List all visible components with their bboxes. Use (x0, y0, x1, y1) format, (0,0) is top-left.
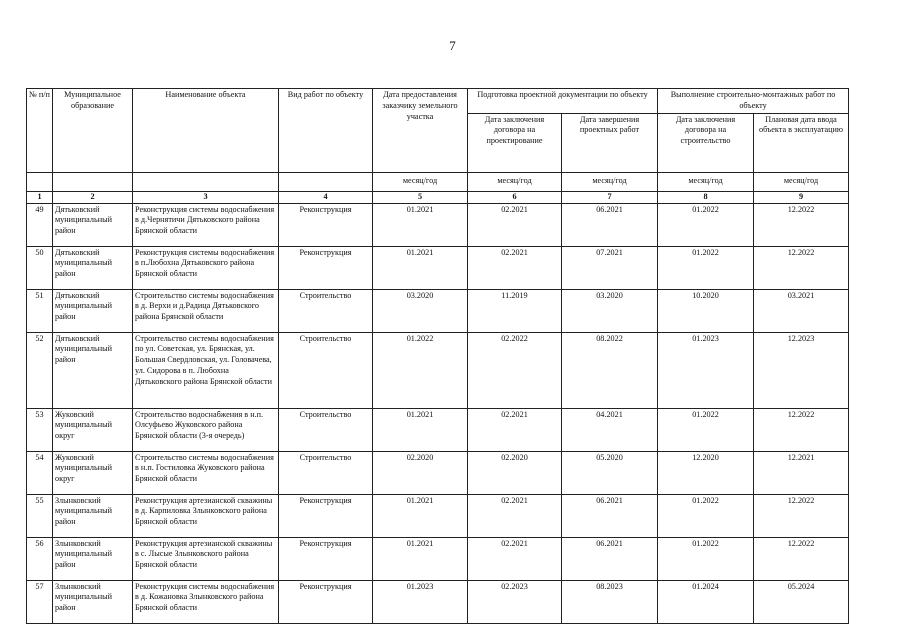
municipality-cell: Дятьковский муниципальный район (53, 289, 133, 332)
commission-date-cell: 12.2022 (754, 246, 849, 289)
table-row (27, 580, 849, 623)
units-row (27, 172, 849, 191)
header-design-end: Дата завершения проектных работ (562, 113, 658, 172)
work-type-cell: Реконструкция (279, 203, 373, 246)
design-end-date-cell: 05.2020 (562, 451, 658, 494)
design-contract-date-cell: 11.2019 (468, 289, 562, 332)
object-name-cell: Строительство системы водоснабжения в д. Верхи и д.Радица Дятьковского района Брянской области (133, 289, 279, 332)
design-end-date-cell: 06.2021 (562, 203, 658, 246)
design-end-date-cell: 06.2021 (562, 537, 658, 580)
commission-date-cell: 12.2022 (754, 537, 849, 580)
work-type-cell: Строительство (279, 408, 373, 451)
land-date-cell: 03.2020 (373, 289, 468, 332)
build-contract-date-cell: 10.2020 (658, 289, 754, 332)
column-numbers-row (27, 191, 849, 203)
commission-date-cell: 03.2021 (754, 289, 849, 332)
header-commission-date: Плановая дата ввода объекта в эксплуатацию (754, 113, 849, 172)
work-type-cell: Строительство (279, 451, 373, 494)
column-number: 6 (468, 191, 562, 203)
row-number: 51 (27, 289, 53, 332)
header-design-group: Подготовка проектной документации по объекту (468, 89, 658, 114)
design-contract-date-cell: 02.2023 (468, 580, 562, 623)
row-number: 50 (27, 246, 53, 289)
build-contract-date-cell: 01.2022 (658, 537, 754, 580)
work-type-cell: Реконструкция (279, 580, 373, 623)
row-number: 55 (27, 494, 53, 537)
table-row (27, 408, 849, 451)
object-name-cell: Реконструкция артезианской скважины в с. Лысые Злынковского района Брянской области (133, 537, 279, 580)
build-contract-date-cell: 01.2022 (658, 246, 754, 289)
commission-date-cell: 12.2022 (754, 203, 849, 246)
municipality-cell: Дятьковский муниципальный район (53, 203, 133, 246)
work-type-cell: Строительство (279, 332, 373, 408)
design-contract-date-cell: 02.2021 (468, 537, 562, 580)
column-number: 8 (658, 191, 754, 203)
column-number: 7 (562, 191, 658, 203)
municipality-cell: Злынковский муниципальный район (53, 580, 133, 623)
object-name-cell: Строительство водоснабжения в н.п. Олсуфьево Жуковского района Брянской области (3-я очередь) (133, 408, 279, 451)
header-construction-group: Выполнение строительно-монтажных работ по объекту (658, 89, 849, 114)
land-date-cell: 01.2021 (373, 203, 468, 246)
design-end-date-cell: 08.2023 (562, 580, 658, 623)
design-end-date-cell: 03.2020 (562, 289, 658, 332)
work-type-cell: Строительство (279, 289, 373, 332)
work-type-cell: Реконструкция (279, 246, 373, 289)
object-name-cell: Строительство системы водоснабжения по ул. Советская, ул. Брянская, ул. Большая Свердловская, ул. Головачева, ул. Сидорова в п. Любохна Дятьковского района Брянской области (133, 332, 279, 408)
design-contract-date-cell: 02.2022 (468, 332, 562, 408)
header-work-type: Вид работ по объекту (279, 89, 373, 173)
header-num: № п/п (27, 89, 53, 173)
table-row (27, 537, 849, 580)
units-cell (133, 172, 279, 191)
commission-date-cell: 12.2021 (754, 451, 849, 494)
object-name-cell: Реконструкция системы водоснабжения в д. Кожановка Злынковского района Брянской области (133, 580, 279, 623)
column-number: 5 (373, 191, 468, 203)
projects-table (26, 88, 849, 624)
object-name-cell: Реконструкция системы водоснабжения в д.Чернятичи Дятьковского района Брянской области (133, 203, 279, 246)
work-type-cell: Реконструкция (279, 494, 373, 537)
column-number: 9 (754, 191, 849, 203)
build-contract-date-cell: 01.2024 (658, 580, 754, 623)
design-contract-date-cell: 02.2021 (468, 246, 562, 289)
units-cell: месяц/год (373, 172, 468, 191)
land-date-cell: 01.2021 (373, 408, 468, 451)
row-number: 54 (27, 451, 53, 494)
build-contract-date-cell: 01.2022 (658, 494, 754, 537)
land-date-cell: 01.2021 (373, 494, 468, 537)
land-date-cell: 01.2022 (373, 332, 468, 408)
row-number: 53 (27, 408, 53, 451)
design-contract-date-cell: 02.2021 (468, 494, 562, 537)
header-build-contract: Дата заключения договора на строительство (658, 113, 754, 172)
row-number: 57 (27, 580, 53, 623)
units-cell: месяц/год (468, 172, 562, 191)
page-number: 7 (449, 38, 456, 53)
table-row (27, 246, 849, 289)
table-row (27, 289, 849, 332)
column-number: 3 (133, 191, 279, 203)
land-date-cell: 01.2023 (373, 580, 468, 623)
build-contract-date-cell: 12.2020 (658, 451, 754, 494)
column-number: 2 (53, 191, 133, 203)
header-municipality: Муниципальное образование (53, 89, 133, 173)
header-design-contract: Дата заключения договора на проектирование (468, 113, 562, 172)
row-number: 56 (27, 537, 53, 580)
municipality-cell: Жуковский муниципальный округ (53, 408, 133, 451)
object-name-cell: Реконструкция артезианской скважины в д. Карпиловка Злынковского района Брянской области (133, 494, 279, 537)
table-row (27, 332, 849, 408)
design-end-date-cell: 07.2021 (562, 246, 658, 289)
design-end-date-cell: 04.2021 (562, 408, 658, 451)
column-number: 4 (279, 191, 373, 203)
object-name-cell: Строительство системы водоснабжения в н.п. Гостиловка Жуковского района Брянской области (133, 451, 279, 494)
design-contract-date-cell: 02.2021 (468, 203, 562, 246)
commission-date-cell: 12.2022 (754, 408, 849, 451)
header-object-name: Наименование объекта (133, 89, 279, 173)
table-row (27, 451, 849, 494)
table-row (27, 203, 849, 246)
work-type-cell: Реконструкция (279, 537, 373, 580)
units-cell (53, 172, 133, 191)
header-row-1 (27, 89, 849, 114)
land-date-cell: 01.2021 (373, 537, 468, 580)
commission-date-cell: 05.2024 (754, 580, 849, 623)
design-contract-date-cell: 02.2020 (468, 451, 562, 494)
units-cell: месяц/год (658, 172, 754, 191)
design-end-date-cell: 06.2021 (562, 494, 658, 537)
units-cell: месяц/год (562, 172, 658, 191)
municipality-cell: Злынковский муниципальный район (53, 494, 133, 537)
municipality-cell: Дятьковский муниципальный район (53, 246, 133, 289)
design-end-date-cell: 08.2022 (562, 332, 658, 408)
design-contract-date-cell: 02.2021 (468, 408, 562, 451)
object-name-cell: Реконструкция системы водоснабжения в п.Любохна Дятьковского района Брянской области (133, 246, 279, 289)
row-number: 52 (27, 332, 53, 408)
build-contract-date-cell: 01.2022 (658, 408, 754, 451)
units-cell (279, 172, 373, 191)
row-number: 49 (27, 203, 53, 246)
commission-date-cell: 12.2023 (754, 332, 849, 408)
build-contract-date-cell: 01.2023 (658, 332, 754, 408)
land-date-cell: 02.2020 (373, 451, 468, 494)
table-row (27, 494, 849, 537)
municipality-cell: Жуковский муниципальный округ (53, 451, 133, 494)
build-contract-date-cell: 01.2022 (658, 203, 754, 246)
units-cell (27, 172, 53, 191)
commission-date-cell: 12.2022 (754, 494, 849, 537)
municipality-cell: Злынковский муниципальный район (53, 537, 133, 580)
units-cell: месяц/год (754, 172, 849, 191)
municipality-cell: Дятьковский муниципальный район (53, 332, 133, 408)
header-land-date: Дата предоставления заказчику земельного участка (373, 89, 468, 173)
land-date-cell: 01.2021 (373, 246, 468, 289)
column-number: 1 (27, 191, 53, 203)
